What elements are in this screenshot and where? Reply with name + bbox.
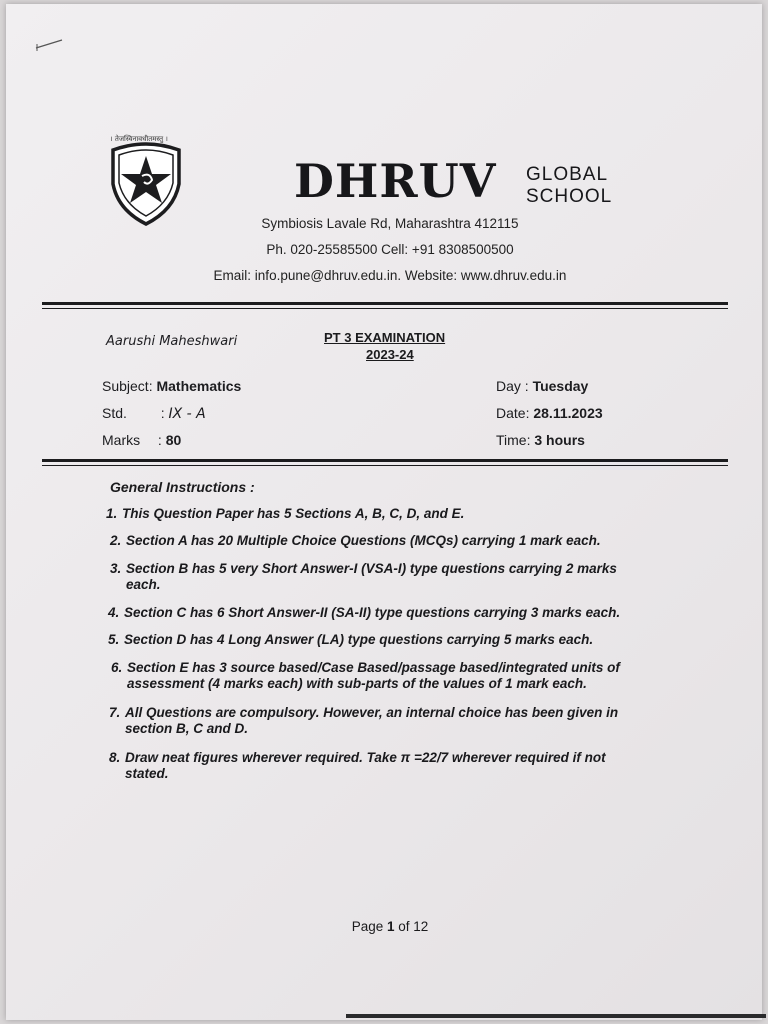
subject-row — [102, 378, 241, 394]
school-emblem-star-shield-icon — [108, 136, 184, 228]
marks-separator: : — [157, 432, 162, 448]
instruction-continuation: stated. — [125, 766, 169, 781]
marks-value: 80 — [165, 432, 182, 448]
marks-row — [102, 432, 181, 448]
instruction-item — [108, 632, 593, 648]
instruction-item — [109, 705, 618, 737]
header-divider-top — [42, 302, 728, 305]
instruction-number: 8. — [109, 750, 121, 765]
instruction-text: Section B has 5 very Short Answer-I (VSA-I) type questions carrying 2 marks — [126, 561, 617, 576]
instruction-text: Section D has 4 Long Answer (LA) type questions carrying 5 marks each. — [124, 632, 594, 647]
instruction-continuation: each. — [126, 577, 161, 592]
day-label: Day : — [496, 378, 529, 394]
instruction-item — [110, 561, 617, 593]
subject-label: Subject: — [102, 378, 153, 394]
page-total: of 12 — [398, 919, 429, 934]
std-value-handwritten: IX - A — [168, 406, 206, 422]
instruction-number: 5. — [108, 632, 120, 647]
header-divider-top-thin — [42, 308, 728, 309]
instruction-number: 2. — [110, 533, 122, 548]
instruction-item — [111, 660, 620, 692]
page-current: 1 — [386, 919, 395, 934]
time-value: 3 hours — [534, 432, 585, 448]
std-label: Std. — [102, 405, 127, 421]
page-bottom-edge-shadow — [346, 1014, 766, 1018]
school-address: Symbiosis Lavale Rd, Maharashtra 412115 — [261, 216, 519, 231]
page-number — [6, 919, 768, 934]
instruction-text: Section E has 3 source based/Case Based/passage based/integrated units of — [127, 660, 620, 675]
school-name-main: DHRUV — [294, 154, 497, 208]
instruction-item — [110, 533, 601, 549]
general-instructions-title: General Instructions : — [110, 479, 255, 495]
instruction-text: Section C has 6 Short Answer-II (SA-II) type questions carrying 3 marks each. — [124, 605, 621, 620]
instruction-text: Section A has 20 Multiple Choice Questions (MCQs) carrying 1 mark each. — [126, 533, 601, 548]
student-name-handwritten: Aarushi Maheshwari — [106, 334, 238, 349]
exam-title: PT 3 EXAMINATION — [324, 330, 446, 345]
instruction-text: This Question Paper has 5 Sections A, B, C, D, and E. — [122, 506, 465, 521]
subject-value: Mathematics — [156, 378, 242, 394]
day-row — [496, 378, 588, 394]
exam-paper-sheet — [6, 4, 762, 1020]
school-motto: । तेजस्विनावधीतमस्तु । — [110, 135, 168, 143]
instruction-number: 4. — [108, 605, 120, 620]
instruction-text: Draw neat figures wherever required. Take π =22/7 wherever required if not — [125, 750, 606, 765]
exam-year: 2023-24 — [366, 347, 414, 362]
instruction-item — [109, 750, 606, 782]
school-name-global: GLOBAL — [526, 164, 609, 185]
page-prefix: Page — [351, 919, 384, 934]
std-separator: : — [160, 405, 165, 421]
date-value: 28.11.2023 — [533, 405, 603, 421]
instruction-item — [106, 506, 464, 522]
date-row — [496, 405, 603, 421]
instruction-number: 7. — [109, 705, 121, 720]
instruction-continuation: assessment (4 marks each) with sub-parts of the values of 1 mark each. — [127, 676, 587, 691]
date-label: Date: — [496, 405, 530, 421]
instruction-continuation: section B, C and D. — [125, 721, 249, 736]
instruction-number: 3. — [110, 561, 122, 576]
instruction-number: 1. — [106, 506, 118, 521]
time-label: Time: — [496, 432, 531, 448]
school-name-school: SCHOOL — [526, 186, 613, 207]
day-value: Tuesday — [532, 378, 589, 394]
instruction-item — [108, 605, 620, 621]
school-contact: Email: info.pune@dhruv.edu.in. Website: www.dhruv.edu.in — [213, 268, 567, 283]
marks-label: Marks — [102, 432, 141, 448]
school-phone: Ph. 020-25585500 Cell: +91 8308500500 — [266, 242, 514, 257]
time-row — [496, 432, 585, 448]
header-divider-bottom — [42, 459, 728, 462]
instruction-number: 6. — [111, 660, 123, 675]
std-row — [102, 405, 206, 422]
pen-mark — [34, 38, 64, 52]
instruction-text: All Questions are compulsory. However, an internal choice has been given in — [125, 705, 619, 720]
header-divider-bottom-thin — [42, 465, 728, 466]
school-name-sub — [526, 164, 612, 208]
